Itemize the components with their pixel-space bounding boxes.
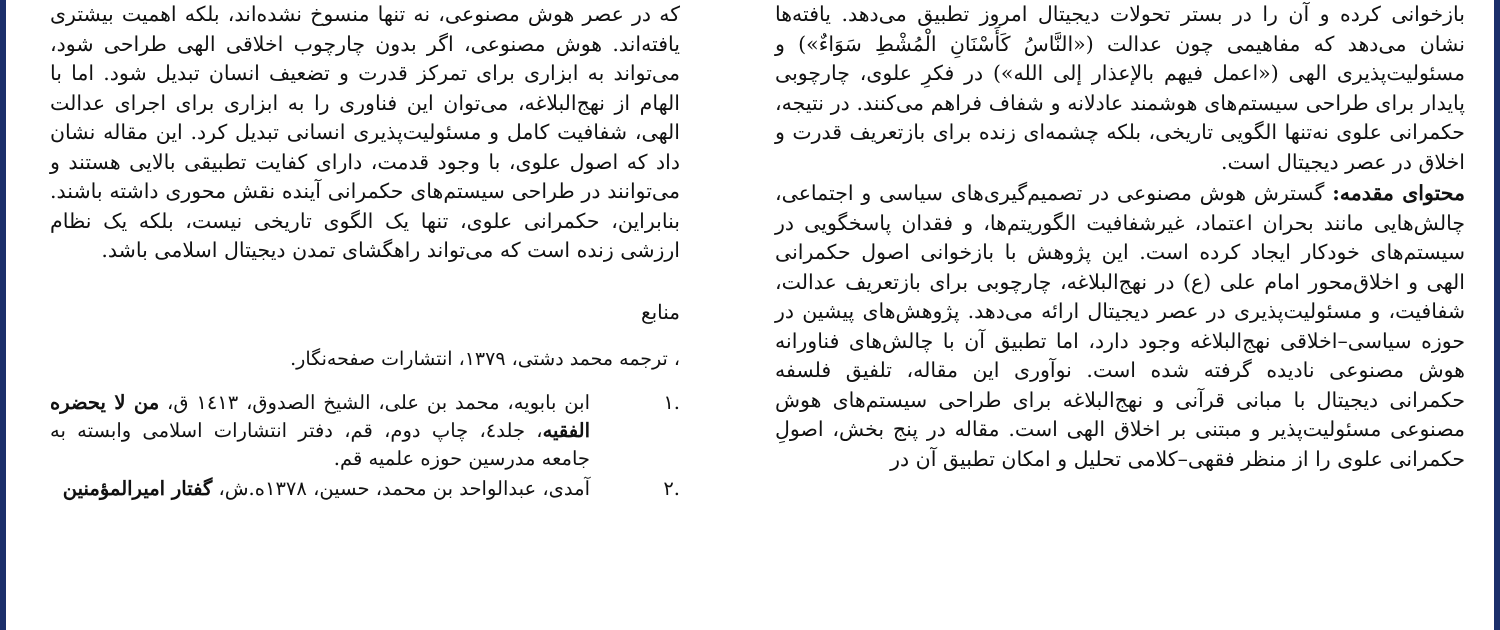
reference-number: .۱ bbox=[663, 390, 680, 414]
right-column bbox=[775, 0, 1465, 474]
reference-text: ، جلد٤، چاپ دوم، قم، دفتر انتشارات اسلامی وابسته به جامعه مدرسین حوزه علمیه قم. bbox=[50, 418, 590, 470]
reference-text: ابن بابویه، محمد بن علی، الشیخ الصدوق، ۱٤۱۳ ق، bbox=[159, 390, 590, 414]
left-column bbox=[50, 0, 680, 505]
intro-paragraph bbox=[775, 179, 1465, 474]
reference-item bbox=[50, 389, 680, 473]
reference-number: .۲ bbox=[663, 476, 680, 500]
intro-text: گسترش هوش مصنوعی در تصمیم‌گیری‌های سیاسی و اجتماعی، چالش‌هایی مانند بحران اعتماد، غیرشفافیت الگوریتم‌ها، و فقدان پاسخگویی در سیستم‌های خودکار ایجاد کرده است. این پژوهش با بازخوانی اصول حکمرانی الهی و اخلاق‌محور امام علی (ع) در نهج‌البلاغه، چارچوبی برای بازتعریف عدالت، شفافیت، و مسئولیت‌پذیری در عصر دیجیتال ارائه می‌دهد. پژوهش‌های پیشین در حوزه سیاسی–اخلاقی نهج‌البلاغه وجود دارد، اما تطبیق آن با چالش‌های فناورانه هوش مصنوعی نادیده گرفته شده است. نوآوری این مقاله، تلفیق فلسفه حکمرانی دیجیتال با مبانی قرآنی و نهج‌البلاغه برای طراحی سیستم‌های هوش مصنوعی مسئولیت‌پذیر و مبتنی بر اخلاق الهی است. مقاله در پنج بخش، اصولِ حکمرانی علوی را از منظر فقهی–کلامی تحلیل و امکان تطبیق آن در bbox=[775, 181, 1465, 471]
intro-label: محتوای مقدمه: bbox=[1332, 181, 1465, 205]
references-heading: منابع bbox=[640, 299, 680, 324]
reference-text: آمدی، عبدالواحد بن محمد، حسین، ۱۳۷۸ه.ش، bbox=[212, 476, 590, 500]
reference-title: گفتار امیرالمؤمنین bbox=[62, 476, 213, 500]
abstract-paragraph: بازخوانی کرده و آن را در بستر تحولات دیجیتال امروز تطبیق می‌دهد. یافته‌ها نشان می‌دهد که مفاهیمی چون عدالت («النَّاسُ كَأَسْنَانِ الْمُشْطِ سَوَاءٌ») و مسئولیت‌پذیری الهی («اعمل فيهم بالإعذار إلى الله») در فکرِ علوی، چارچوبی پایدار برای طراحی سیستم‌های هوشمند عادلانه و شفاف فراهم می‌کنند. در نتیجه، حکمرانی علوی نه‌تنها الگویی تاریخی، بلکه چشمه‌ای زنده برای بازتعریف قدرت و اخلاق در عصر دیجیتال است. bbox=[775, 2, 1465, 174]
references-list bbox=[50, 389, 680, 503]
page-border-left bbox=[0, 0, 6, 630]
reference-title: من لا یحضره الفقیه bbox=[50, 390, 590, 442]
page-border-right bbox=[1494, 0, 1500, 630]
reference-item bbox=[50, 475, 680, 503]
references-note: ، ترجمه محمد دشتی، ۱۳۷۹، انتشارات صفحه‌نگار. bbox=[290, 348, 680, 370]
conclusion-paragraph: که در عصر هوش مصنوعی، نه تنها منسوخ نشده‌اند، بلکه اهمیت بیشتری یافته‌اند. هوش مصنوعی، اگر بدون چارچوب اخلاقی الهی طراحی شود، می‌تواند به ابزاری برای تمرکز قدرت و تضعیف انسان تبدیل شود. اما با الهام از نهج‌البلاغه، می‌توان این فناوری را به ابزاری برای اجرای عدالت الهی، شفافیت کامل و مسئولیت‌پذیری انسانی تبدیل کرد. این مقاله نشان داد که اصول علوی، با وجود قدمت، دارای کفایت تطبیقی بالایی هستند و می‌توانند در طراحی سیستم‌های حکمرانی آینده نقش محوری داشته باشند. بنابراین، حکمرانی علوی، تنها یک الگوی تاریخی نیست، بلکه یک نظام ارزشی زنده است که می‌تواند راهگشای تمدن دیجیتال اسلامی باشد. bbox=[50, 2, 680, 262]
